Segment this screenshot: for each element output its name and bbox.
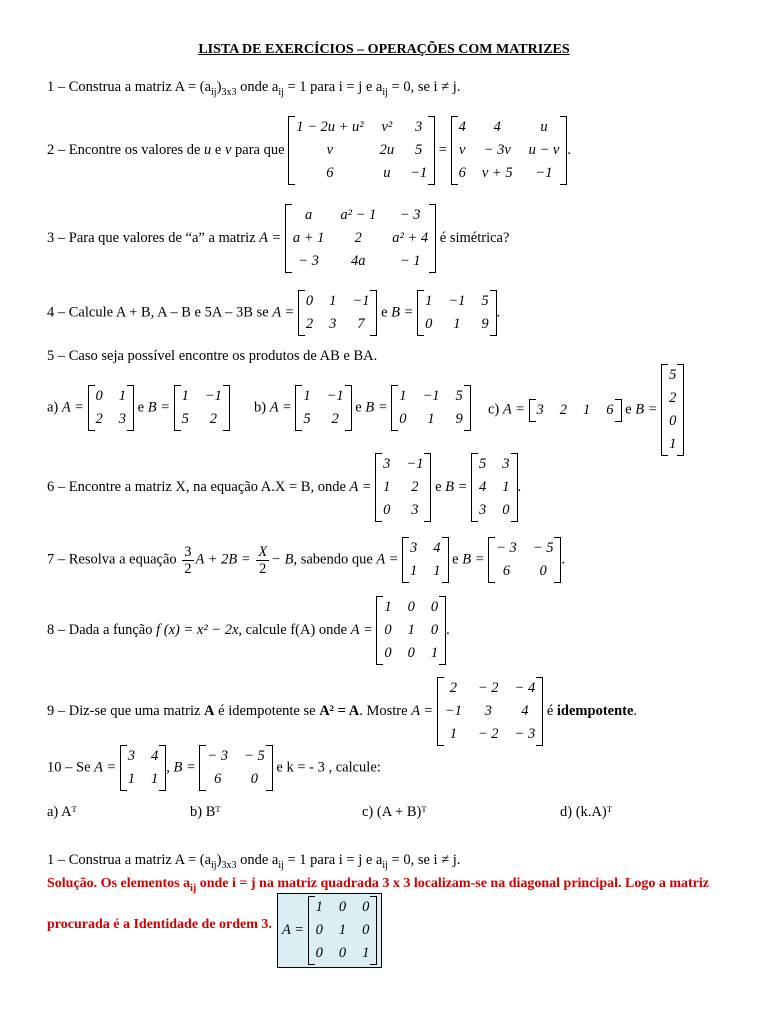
bracket-right [560,116,567,185]
matrix [402,537,449,583]
matrix-cell: − 5 [532,540,554,556]
bracket-right [266,745,273,791]
matrix-cell: − 3 [298,253,319,269]
matrix [437,677,543,746]
bracket-right [223,385,230,431]
matrix [471,453,518,522]
matrix-cell: 0 [407,599,415,615]
matrix-cell: −1 [410,165,428,181]
matrix-cell: v [459,142,466,158]
matrix-cell: 3 [329,316,337,332]
bracket-right [424,453,431,522]
question-5: 5 – Caso seja possível encontre os produtos de AB e BA. [47,348,378,364]
matrix-cell: 1 [425,293,433,309]
fraction: $\frac{X}{2}$ [258,543,268,577]
matrix-cell: − 5 [244,748,265,764]
matrix-cell: 1 [118,388,127,404]
matrix-cell: 0 [430,599,439,615]
identity-box: A = 1 0 0 0 1 0 0 0 1 [277,893,382,968]
fraction: $\frac{3}{2}$ [184,543,192,577]
matrix-cell: −1 [448,293,466,309]
matrix [488,537,561,583]
matrix-cell: 0 [362,899,370,915]
matrix-cell: 1 [315,899,323,915]
matrix-cell: 9 [481,316,489,332]
bracket-left [376,596,383,665]
matrix-cell: 0 [539,563,547,579]
matrix-cell: 2 [209,411,218,427]
bracket-left [285,204,292,273]
matrix-cell: −1 [352,293,370,309]
bracket-left [199,745,206,791]
matrix-cell: 1 [433,563,441,579]
matrix-cell: 3 [502,456,510,472]
matrix-cell: 2 [449,680,457,696]
bracket-right [677,364,684,456]
bracket-left [174,385,181,431]
matrix-cell: 5 [181,411,189,427]
bracket-right [159,745,166,791]
matrix-cell: v [326,142,334,158]
matrix-cell: u − v [528,142,560,158]
matrix-cell: 1 [127,771,136,787]
matrix-cell: a [304,207,313,223]
matrix-cell: 0 [399,411,407,427]
matrix-cell: 1 [384,599,392,615]
matrix-cell: − 4 [514,680,536,696]
matrix-cell: 0 [338,945,347,961]
matrix-cell: 1 [502,479,510,495]
question-4: 4 – Calcule A + B, A – B e 5A – 3B se A = 0 1 −1 2 3 7 e B = 1 −1 5 0 1 9 . [47,290,500,336]
matrix-cell: 3 [484,703,492,719]
question-10c: c) (A + B)ᵀ [362,804,427,820]
bracket-left [295,385,302,431]
matrix-cell: 1 [583,401,591,418]
bracket-left [298,290,305,336]
matrix-cell: 2 [95,411,103,427]
matrix-cell: 1 [453,316,461,332]
page-title: LISTA DE EXERCÍCIOS – OPERAÇÕES COM MATRIZES [198,42,570,57]
matrix-cell: 4a [351,253,366,269]
matrix-cell: 0 [383,502,391,518]
matrix-cell: 0 [384,622,392,638]
matrix [451,116,568,185]
matrix-cell: 1 [669,436,677,452]
bracket-left [88,385,95,431]
question-6: 6 – Encontre a matriz X, na equação A.X = B, onde A = 3 −1 1 2 0 3 e B = 5 3 4 1 3 0 . [47,453,521,522]
matrix-cell: 4 [493,119,501,135]
matrix-cell: 0 [425,316,433,332]
matrix-cell: 5 [479,456,487,472]
bracket-right [511,453,518,522]
matrix-cell: 6 [502,563,511,579]
matrix [174,385,230,431]
matrix [288,116,435,185]
matrix-cell: 4 [433,540,441,556]
matrix-cell: −1 [204,388,222,404]
matrix-cell: −1 [422,388,440,404]
matrix-cell: 5 [455,388,463,404]
matrix-cell: −1 [444,703,462,719]
matrix [376,596,446,665]
matrix-cell: 3 [118,411,127,427]
question-7: 7 – Resolva a equação $\frac{3}{2}$ A + 2B = $\frac{X}{2}$ − B, sabendo que A = 3 4 1 1 e B = − 3 − 5 6 0 . [47,537,565,583]
matrix-cell: 2 [559,401,568,418]
matrix-cell: 0 [315,945,323,961]
matrix [375,453,431,522]
matrix-cell: u [383,165,391,181]
matrix-cell: 1 [151,771,159,787]
bracket-left [661,364,668,456]
matrix-cell: − 1 [399,253,421,269]
question-10b: b) Bᵀ [190,804,221,820]
bracket-right [428,116,435,185]
matrix-cell: 0 [430,622,439,638]
question-10d: d) (k.A)ᵀ [560,804,612,820]
matrix [308,896,378,965]
matrix-cell: a² + 4 [392,230,429,246]
matrix-cell: 1 [383,479,391,495]
solution-line-2: procurada é a Identidade de ordem 3. [47,917,272,932]
matrix-cell: 1 − 2u + u² [296,119,364,135]
matrix-cell: 9 [455,411,463,427]
matrix-cell: a + 1 [292,230,325,246]
matrix-cell: 3 [383,456,391,472]
matrix-cell: 1 [430,645,439,661]
question-2: 2 – Encontre os valores de u e v para que 1 − 2u + u² v² 3 v 2u 5 6 u −1 = 4 4 u v − 3v u − v 6 v + 5 −1 . [47,116,571,185]
matrix-cell: 2 [305,316,314,332]
matrix-cell: 0 [669,413,677,429]
bracket-right [439,596,446,665]
matrix-cell: 6 [606,401,614,418]
question-5c: c) A = 3 2 1 6 e B = 5 2 0 1 [488,364,684,456]
question-5b: b) A = 1 −1 5 2 e B = 1 −1 5 0 1 9 [254,385,471,431]
question-1: 1 – Construa a matriz $A = (a_{ij})_{3x3}$ onde $a_{ij} = 1$ para i = j e $a_{ij} = 0$, se i ≠ j. [47,79,461,98]
matrix-cell: −1 [406,456,424,472]
matrix-cell: v² [381,119,393,135]
bracket-right [370,290,377,336]
matrix-cell: − 3 [514,726,536,742]
matrix-cell: 5 [481,293,489,309]
matrix-cell: 4 [521,703,529,719]
bracket-left [529,399,536,422]
matrix-cell: 6 [214,771,222,787]
matrix-cell: 0 [384,645,392,661]
matrix-cell: 1 [181,388,189,404]
question-10: 10 – Se A = 3 4 1 1 , B = − 3 − 5 6 0 e k = - 3 , calcule: [47,745,381,791]
matrix-cell: 1 [329,293,337,309]
matrix-cell: − 3 [496,540,517,556]
matrix-cell: − 3 [207,748,229,764]
matrix-cell: 6 [326,165,334,181]
bracket-right [536,677,543,746]
bracket-right [429,204,436,273]
bracket-left [288,116,295,185]
matrix-cell: 0 [362,922,370,938]
bracket-right [127,385,134,431]
question-8: 8 – Dada a função f (x) = x² − 2x, calcule f(A) onde A = 1 0 0 0 1 0 0 0 1 . [47,596,450,665]
matrix-cell: 0 [250,771,259,787]
bracket-left [488,537,495,583]
matrix [88,385,135,431]
matrix-cell: 3 [479,502,487,518]
matrix-cell: 2 [411,479,419,495]
matrix-cell: 5 [669,367,677,383]
matrix [120,745,167,791]
matrix-cell: 3 [415,119,423,135]
matrix-cell: − 2 [477,726,499,742]
matrix-cell: 3 [127,748,136,764]
bracket-left [308,896,315,965]
matrix-cell: 4 [458,119,466,135]
matrix-cell: − 3v [483,142,511,158]
bracket-left [402,537,409,583]
matrix [417,290,497,336]
matrix-cell: 2u [379,142,395,158]
question-10a: a) Aᵀ [47,804,77,820]
matrix-cell: 0 [305,293,314,309]
matrix [285,204,436,273]
matrix-cell: 0 [407,645,415,661]
bracket-right [554,537,561,583]
solution-line-1: Solução. Os elementos $a_{ij}$ onde i = j na matriz quadrada 3 x 3 localizam-se na diagonal principal. Logo a matriz [47,876,709,894]
bracket-left [120,745,127,791]
bracket-right [464,385,471,431]
matrix-cell: 6 [458,165,466,181]
matrix [199,745,272,791]
matrix-cell: − 2 [477,680,499,696]
matrix-cell: 1 [449,726,457,742]
bracket-right [345,385,352,431]
bracket-right [370,896,377,965]
bracket-right [490,290,497,336]
matrix-cell: 1 [338,922,347,938]
question-9: 9 – Diz-se que uma matriz A é idempotente se A² = A. Mostre A = 2 − 2 − 4 −1 3 4 1 − 2 − 3 é idempotente. [47,677,637,746]
matrix-cell: 2 [331,411,339,427]
bracket-left [437,677,444,746]
matrix-cell: 3 [411,502,419,518]
matrix-cell: 1 [427,411,435,427]
matrix [295,385,351,431]
matrix-cell: a² − 1 [340,207,377,223]
bracket-left [451,116,458,185]
matrix [661,364,684,456]
matrix-cell: 1 [303,388,311,404]
matrix-cell: 0 [338,899,347,915]
matrix-cell: 2 [669,390,677,406]
matrix-cell: 5 [415,142,423,158]
matrix-cell: 0 [315,922,323,938]
matrix-cell: 3 [536,401,544,418]
matrix-cell: 4 [151,748,159,764]
bracket-right [615,399,622,422]
matrix-cell: −1 [535,165,553,181]
matrix-cell: −1 [326,388,344,404]
bracket-left [417,290,424,336]
matrix-cell: 2 [354,230,362,246]
matrix-cell: 1 [362,945,370,961]
matrix-cell: − 3 [399,207,421,223]
matrix-cell: 0 [95,388,103,404]
matrix-cell: 0 [502,502,510,518]
bracket-left [471,453,478,522]
bracket-right [442,537,449,583]
matrix-cell: 3 [410,540,418,556]
matrix-cell: 4 [479,479,487,495]
question-5a: a) A = 0 1 2 3 e B = 1 −1 5 2 [47,385,230,431]
question-1-repeat: 1 – Construa a matriz $A = (a_{ij})_{3x3}$ onde $a_{ij} = 1$ para i = j e $a_{ij} = 0$, se i ≠ j. [47,852,461,871]
matrix [529,399,622,422]
matrix [298,290,378,336]
matrix-cell: 1 [399,388,407,404]
bracket-left [391,385,398,431]
matrix [391,385,471,431]
matrix-cell: 5 [303,411,311,427]
matrix-cell: v + 5 [481,165,513,181]
matrix-cell: 7 [357,316,365,332]
bracket-left [375,453,382,522]
matrix-cell: 1 [407,622,415,638]
matrix-cell: u [540,119,548,135]
matrix-cell: 1 [410,563,418,579]
question-3: 3 – Para que valores de “a” a matriz A = a a² − 1 − 3 a + 1 2 a² + 4 − 3 4a − 1 é simétrica? [47,204,509,273]
